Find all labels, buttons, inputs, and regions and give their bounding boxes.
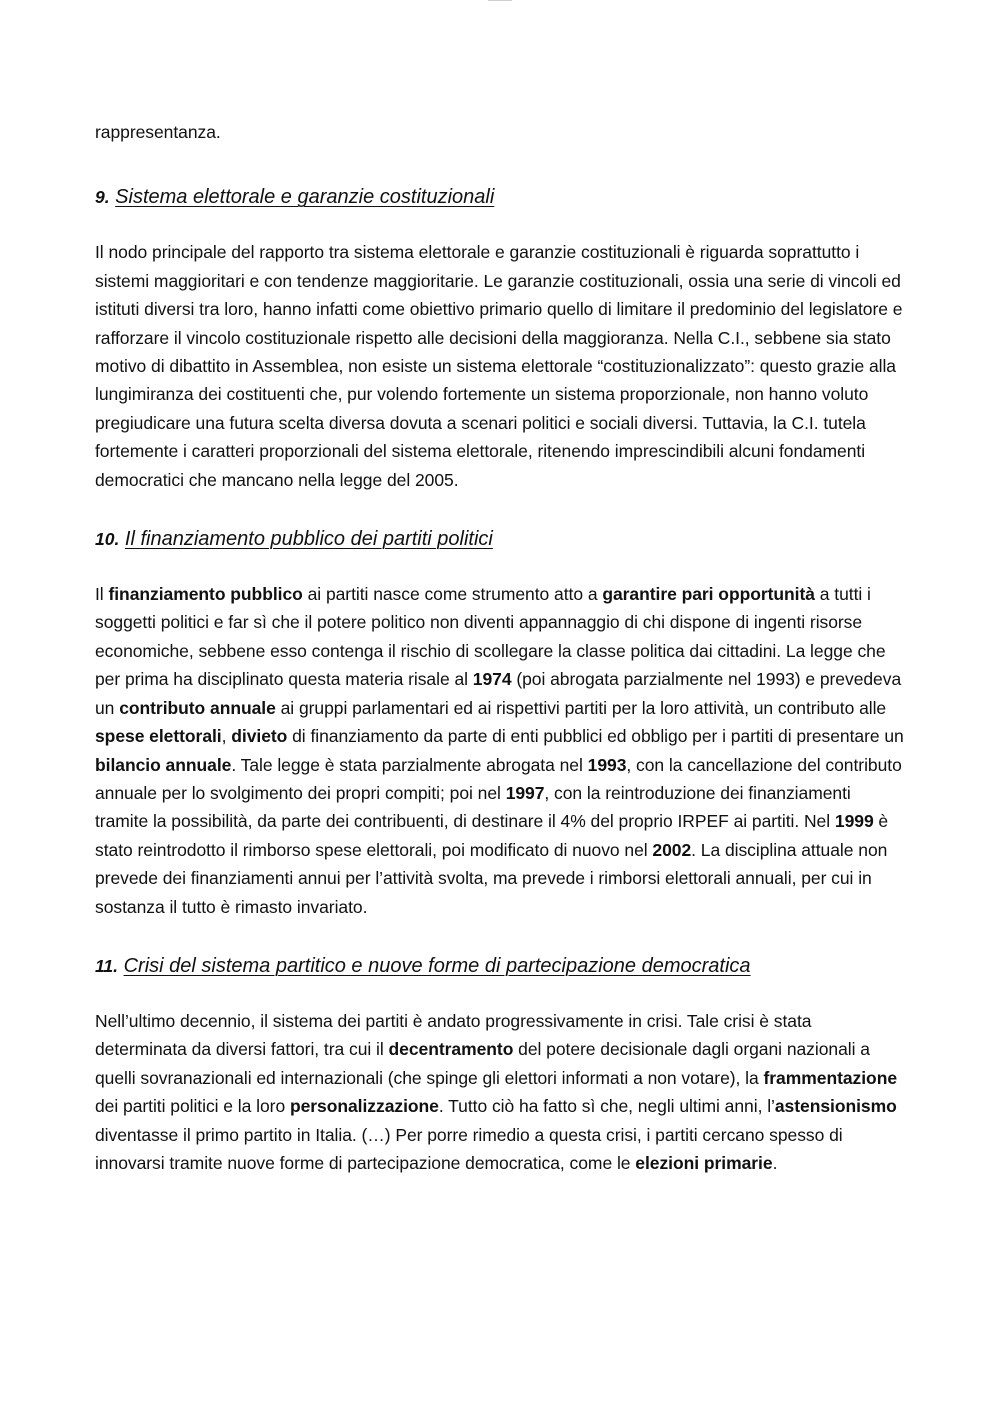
section-paragraph (95, 1007, 905, 1177)
bold-term: elezioni primarie (635, 1152, 773, 1173)
bold-term: 2002 (652, 839, 692, 860)
section-10 (95, 524, 905, 921)
section-number: 9. (95, 187, 110, 208)
text-run: . La disciplina attuale non prevede dei finanziamenti annui per l’attività svolta, ma prevede i rimborsi elettorali annuali, per cui in sostanza il tutto è rimasto invariato. (95, 839, 888, 917)
text-run: Il (95, 584, 109, 605)
section-title: Sistema elettorale e garanzie costituzionali (115, 186, 495, 209)
bold-term: 1999 (834, 811, 874, 832)
section-heading (95, 182, 905, 212)
section-title: Il finanziamento pubblico dei partiti politici (124, 528, 493, 551)
bold-term: bilancio annuale (95, 754, 232, 775)
bold-term: frammentazione (763, 1067, 898, 1088)
header-mark (488, 0, 512, 5)
text-run: a tutti i soggetti politici e far sì che il potere politico non diventi appannaggio di chi dispone di ingenti risorse economiche, sebbene esso contenga il rischio di scollegare la classe politica dai cittadini. La legge che per prima ha disciplinato questa materia risale al (95, 584, 886, 690)
text-run: è stato reintrodotto il rimborso spese elettorali, poi modificato di nuovo nel (95, 811, 889, 860)
bold-term: 1974 (472, 669, 512, 690)
section-paragraph (95, 580, 905, 921)
text-run: Nell’ultimo decennio, il sistema dei partiti è andato progressivamente in crisi. Tale crisi è stata determinata da diversi fattori, tra cui il (95, 1010, 812, 1060)
text-run: . (772, 1152, 778, 1173)
bold-term: personalizzazione (289, 1096, 439, 1117)
bold-term: finanziamento pubblico (108, 584, 303, 605)
section-11 (95, 951, 905, 1177)
text-run: ai gruppi parlamentari ed ai rispettivi partiti per la loro attività, un contributo alle (275, 697, 887, 718)
text-run: dei partiti politici e la loro (95, 1096, 290, 1117)
text-run: ai partiti nasce come strumento atto a (302, 584, 603, 605)
bold-term: divieto (231, 726, 288, 747)
section-number: 10. (95, 529, 120, 550)
text-run: di finanziamento da parte di enti pubblici ed obbligo per i partiti di presentare un (287, 726, 904, 747)
bold-term: spese elettorali (95, 726, 222, 747)
text-run: (poi abrogata parzialmente nel 1993) e prevedeva un (95, 669, 902, 718)
section-title: Crisi del sistema partitico e nuove forme di partecipazione democratica (123, 954, 751, 977)
text-run: , con la reintroduzione dei finanziamenti tramite la possibilità, da parte dei contribuenti, di destinare il 4% del proprio IRPEF ai partiti. Nel (95, 782, 851, 832)
bold-term: 1993 (587, 754, 627, 775)
text-run: , con la cancellazione del contributo annuale per lo svolgimento dei propri compiti; poi nel (95, 754, 902, 803)
page-content (95, 118, 905, 1207)
section-heading (95, 524, 905, 554)
section-heading (95, 951, 905, 981)
bold-term: garantire pari opportunità (602, 584, 815, 605)
section-number: 11. (95, 955, 119, 976)
bold-term: astensionismo (774, 1096, 897, 1117)
bold-term: contributo annuale (119, 697, 276, 718)
text-run: , (221, 726, 232, 747)
intro-line: rappresentanza. (95, 122, 221, 142)
section-9 (95, 182, 905, 494)
section-paragraph (95, 238, 905, 494)
text-run: . Tutto ciò ha fatto sì che, negli ultimi anni, l’ (438, 1096, 775, 1117)
text-run: . Tale legge è stata parzialmente abrogata nel (231, 754, 588, 775)
bold-term: 1997 (505, 782, 545, 803)
bold-term: decentramento (388, 1039, 514, 1060)
text-run: Il nodo principale del rapporto tra sistema elettorale e garanzie costituzionali è riguarda soprattutto i sistemi maggioritari e con tendenze maggioritarie. Le garanzie costituzionali, ossia una serie di vincoli ed istituti diversi tra loro, hanno infatti come obiettivo primario quello di limitare il predominio del legislatore e rafforzare il vincolo costituzionale rispetto alle decisioni della maggioranza. Nella C.I., sebbene sia stato motivo di dibattito in Assemblea, non esiste un sistema elettorale “costituzionalizzato”: questo grazie alla lungimiranza dei costituenti che, pur volendo fortemente un sistema proporzionale, non hanno voluto pregiudicare una futura scelta diversa dovuta a scenari politici e sociali diversi. Tuttavia, la C.I. tutela fortemente i caratteri proporzionali del sistema elettorale, ritenendo imprescindibili alcuni fondamenti democratici che mancano nella legge del 2005. (95, 242, 903, 490)
text-run: diventasse il primo partito in Italia. (…) Per porre rimedio a questa crisi, i partiti cercano spesso di innovarsi tramite nuove forme di partecipazione democratica, come le (95, 1124, 843, 1173)
text-run: del potere decisionale dagli organi nazionali a quelli sovranazionali ed internazionali (che spinge gli elettori informati a non votare), la (95, 1039, 870, 1088)
